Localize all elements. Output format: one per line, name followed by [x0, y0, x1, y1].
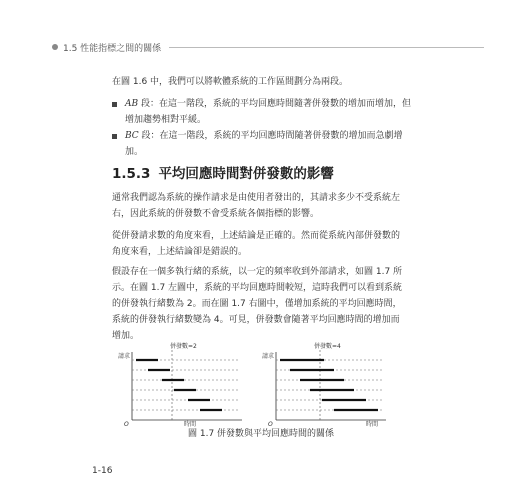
x-axis-label: 時間: [184, 421, 197, 428]
origin-label: O: [124, 421, 129, 428]
running-header: [52, 40, 484, 54]
bullet-label: AB: [125, 99, 139, 109]
section-heading: [112, 162, 334, 182]
paragraph-3: 從併發請求數的角度來看，上述結論是正確的。然而從系統內部併發數的角度來看，上述結論卻是錯誤的。: [112, 231, 401, 257]
paragraph-4: 假設存在一個多執行緒的系統，以一定的頻率收到外部請求，如圖 1.7 所示。在圖 1.7 左圖中，系統的平均回應時間較短，這時我們可以看到系統的併發執行緒數為 2。而在圖 1.7 右圖中，僅增加系統的平均回應時間，系統的併發執行緒數變為 4。可見，併發數會隨著平均回應時間的增加而增加。: [112, 267, 403, 341]
section-title: 1.5 性能指標之間的關係: [63, 43, 162, 54]
page-number: 1-16: [92, 466, 113, 476]
bullet-text: 段：在這一階段，系統的平均回應時間隨著併發數的增加而急劇增加。: [125, 131, 403, 157]
figure-caption: 圖 1.7 併發數與平均回應時間的關係: [188, 429, 335, 439]
y-axis-label: 請求: [262, 353, 275, 360]
bullet-label: BC: [125, 131, 139, 141]
header-rule: [169, 47, 484, 48]
x-axis-label: 時間: [366, 421, 379, 428]
heading-title: 平均回應時間對併發數的影響: [158, 166, 334, 182]
y-axis-label: 請求: [118, 353, 131, 360]
paragraph-intro: 在圖 1.6 中，我們可以將軟體系統的工作區間劃分為兩段。: [112, 77, 349, 87]
bullet-ab: [112, 96, 412, 128]
concurrency-label: 併發數=2: [170, 343, 197, 350]
square-bullet-icon: [112, 134, 117, 139]
origin-label: O: [268, 421, 273, 428]
heading-number: 1.5.3: [112, 166, 151, 182]
bullet-bc: [112, 128, 412, 160]
square-bullet-icon: [112, 102, 117, 107]
bullet-dot-icon: [52, 44, 58, 50]
paragraph-2: 通常我們認為系統的操作請求是由使用者發出的，其請求多少不受系統左右，因此系統的併發數不會受系統各個指標的影響。: [112, 193, 401, 219]
figure-right: [262, 340, 392, 430]
figure-left: [118, 340, 248, 430]
concurrency-label: 併發數=4: [314, 343, 341, 350]
bullet-text: 段：在這一階段，系統的平均回應時間隨著併發數的增加而增加，但增加趨勢相對平緩。: [125, 99, 411, 125]
